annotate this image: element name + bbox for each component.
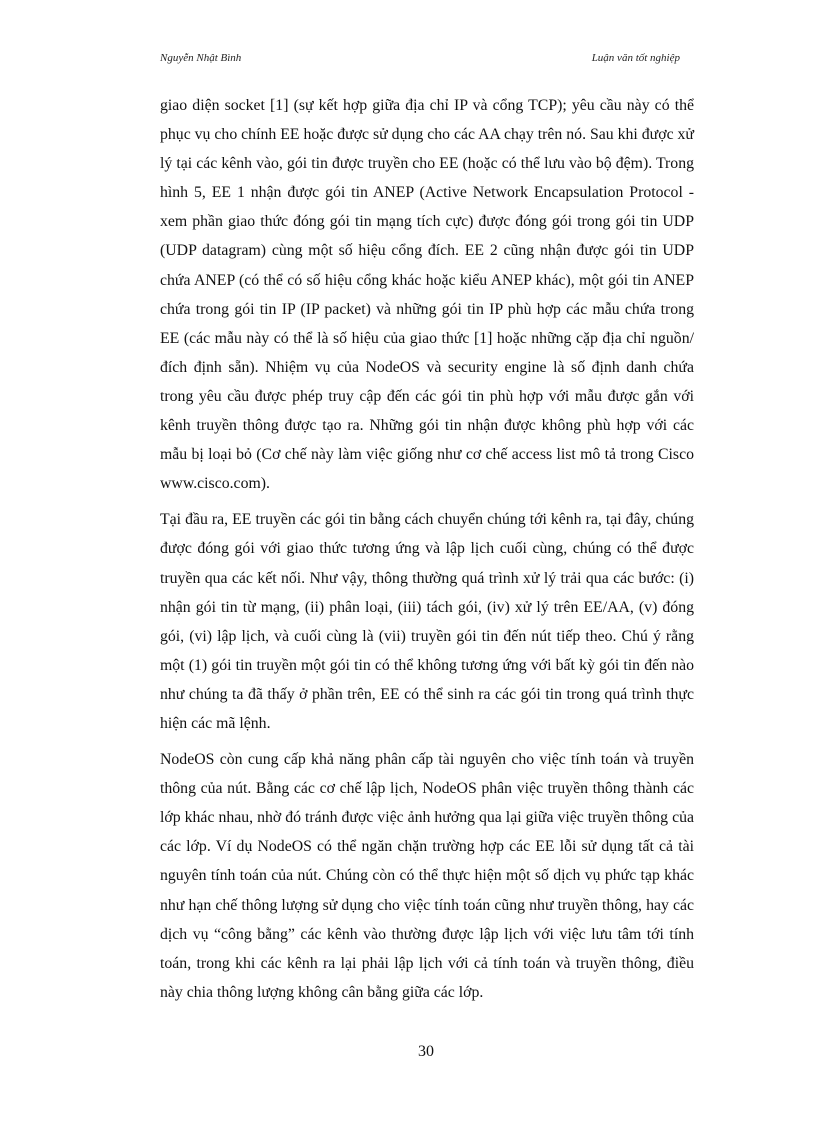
header-author: Nguyễn Nhật Bình: [160, 52, 242, 64]
page-header: [160, 52, 680, 68]
paragraph-3: NodeOS còn cung cấp khả năng phân cấp tài nguyên cho việc tính toán và truyền thông của nút. Bằng các cơ chế lập lịch, NodeOS phân việc truyền thông thành các lớp khác nhau, nhờ đó tránh được việc ảnh hưởng qua lại giữa việc truyền thông của các lớp. Ví dụ NodeOS có thể ngăn chặn trường hợp các EE lỗi sử dụng tất cả tài nguyên tính toán của nút. Chúng còn có thể thực hiện một số dịch vụ phức tạp khác như hạn chế thông lượng sử dụng cho việc tính toán cũng như truyền thông, hay các dịch vụ “công bằng” các kênh vào thường được lập lịch với việc lưu tâm tới tính toán, trong khi các kênh ra lại phải lập lịch với cả tính toán và truyền thông, điều này chia thông lượng không cân bằng giữa các lớp.: [160, 751, 694, 1001]
header-document-type: Luận văn tốt nghiệp: [591, 52, 680, 64]
page-number: 30: [418, 1043, 434, 1060]
paragraph-2: Tại đầu ra, EE truyền các gói tin bằng cách chuyển chúng tới kênh ra, tại đây, chúng được đóng gói với giao thức tương ứng và lập lịch cuối cùng, chúng có thể được truyền qua các kết nối. Như vậy, thông thường quá trình xử lý trải qua các bước: (i) nhận gói tin từ mạng, (ii) phân loại, (iii) tách gói, (iv) xử lý trên EE/AA, (v) đóng gói, (vi) lập lịch, và cuối cùng là (vii) truyền gói tin đến nút tiếp theo. Chú ý rằng một (1) gói tin truyền một gói tin có thể không tương ứng với bất kỳ gói tin đến nào như chúng ta đã thấy ở phần trên, EE có thể sinh ra các gói tin trong quá trình thực hiện các mã lệnh.: [160, 511, 694, 732]
paragraph-1: giao diện socket [1] (sự kết hợp giữa địa chỉ IP và cổng TCP); yêu cầu này có thể phục vụ cho chính EE hoặc được sử dụng cho các AA chạy trên nó. Sau khi được xử lý tại các kênh vào, gói tin được truyền cho EE (hoặc có thể lưu vào bộ đệm). Trong hình 5, EE 1 nhận được gói tin ANEP (Active Network Encapsulation Protocol - xem phần giao thức đóng gói tin mạng tích cực) được đóng gói trong gói tin UDP (UDP datagram) cùng một số hiệu cổng đích. EE 2 cũng nhận được gói tin UDP chứa ANEP (có thể có số hiệu cổng khác hoặc kiểu ANEP khác), một gói tin ANEP chứa trong gói tin IP (IP packet) và những gói tin IP phù hợp các mẫu chứa trong EE (các mẫu này có thể là số hiệu của giao thức [1] hoặc những cặp địa chỉ nguồn/đích định sẵn). Nhiệm vụ của NodeOS và security engine là số định danh chứa trong yêu cầu được phép truy cập đến các gói tin phù hợp với mẫu được gắn với kênh truyền thông được tạo ra. Những gói tin nhận được không phù hợp với các mẫu bị loại bỏ (Cơ chế này làm việc giống như cơ chế access list mô tả trong Cisco www.cisco.com).: [160, 97, 694, 493]
body-text: [160, 91, 694, 1014]
